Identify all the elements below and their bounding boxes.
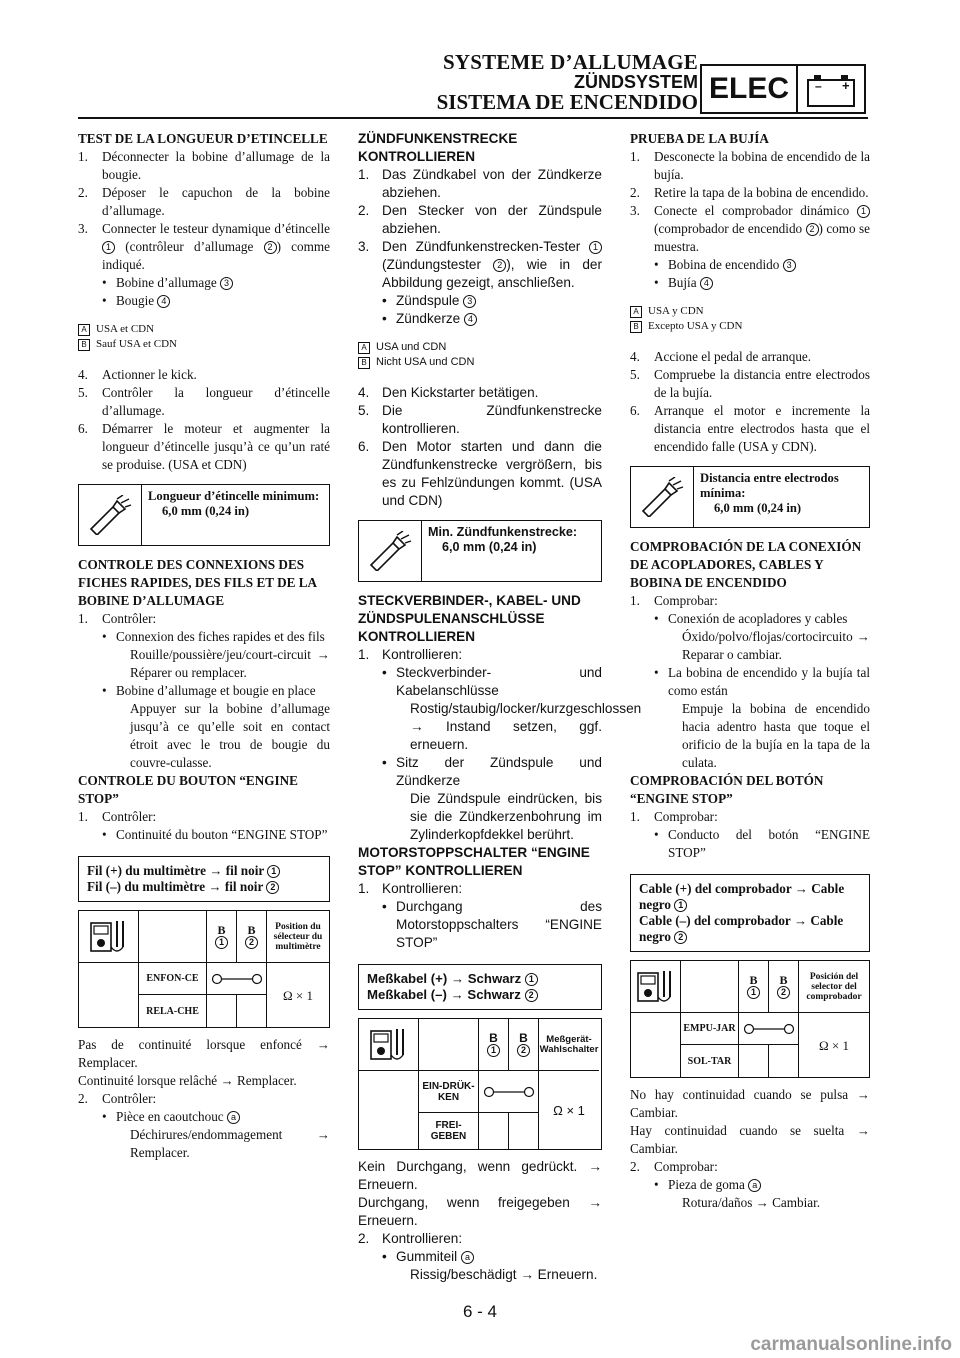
battery-minus: – — [815, 79, 822, 93]
variant-marker: B — [630, 321, 642, 333]
step-text: Accione el pedal de arranque. — [654, 349, 812, 364]
step-item — [358, 1230, 602, 1248]
variant-note-text: USA y CDN — [648, 305, 704, 317]
bullet-text: Connexion des fiches rapides et des fils — [116, 629, 325, 644]
result-text: Kein Durchgang, wenn gedrückt. → Erneuern. — [358, 1159, 602, 1192]
callout-number: 2 — [674, 931, 687, 944]
bullet-item — [78, 628, 330, 646]
callout-number: 3 — [220, 277, 233, 290]
variant-note-text: Sauf USA et CDN — [96, 338, 177, 350]
elec-section-badge — [700, 64, 866, 114]
bullet-item — [630, 256, 870, 274]
bullet-dot: • — [654, 611, 659, 626]
table-header-b1: B 1 — [739, 961, 769, 1013]
heading-spark-test: TEST DE LA LONGUEUR D’ETINCELLE — [78, 131, 328, 146]
bullet-text: Durchgang des Motorstoppschalters “ENGINE STOP” — [396, 899, 602, 950]
step-text: Démarrer le moteur et augmenter la longueur d’étincelle jusqu’à ce qu’un raté se produise. (USA et CDN) — [102, 421, 330, 472]
callout-number: 2 — [493, 259, 506, 272]
table-header-selector: Posición del selector del comprobador — [799, 961, 869, 1013]
step-item — [358, 202, 602, 238]
bullet-detail: Rotura/daños → Cambiar. — [682, 1195, 821, 1210]
bullet-dot: • — [102, 827, 107, 842]
bullet-text: Pieza de goma — [668, 1177, 745, 1192]
step-item — [358, 166, 602, 202]
variant-note — [630, 304, 870, 319]
callout-number: 2 — [806, 223, 819, 236]
step-item — [630, 592, 870, 610]
callout-number: 1 — [674, 899, 687, 912]
step-number: 1. — [630, 149, 640, 164]
callout-number: 2 — [245, 936, 258, 949]
callout-number: 1 — [215, 936, 228, 949]
bullet-text: Bujía — [668, 275, 697, 290]
multimeter-icon — [634, 967, 678, 1007]
step-text: ), wie in der Abbildung gezeigt, anschließen. — [382, 257, 602, 290]
table-ohm-range: Ω × 1 — [553, 1102, 585, 1118]
table-blank — [79, 963, 139, 1027]
step-number: 2. — [358, 203, 370, 218]
step-text: Arranque el motor e incremente la distancia entre electrodos hasta que el encendido falle (USA y CDN). — [654, 403, 870, 454]
multimeter-icon — [367, 1025, 411, 1065]
table-row-pressed: ENFON-CE — [139, 963, 207, 995]
step-number: 2. — [78, 1091, 88, 1106]
table-header-selector: Position du sélecteur du multimètre — [267, 911, 329, 963]
callout-number: 2 — [777, 986, 790, 999]
specification-icon — [639, 477, 685, 517]
heading-spark-test: ZÜNDFUNKENSTRECKE KONTROLLIEREN — [358, 131, 518, 164]
variant-note — [78, 322, 330, 337]
variant-note — [78, 337, 330, 352]
step-text: Das Zündkabel von der Zündkerze abziehen. — [382, 167, 602, 200]
step-text: Retire la tapa de la bobina de encendido. — [654, 185, 869, 200]
result-text: Hay continuidad cuando se suelta → Cambiar. — [630, 1123, 870, 1156]
step-number: 5. — [78, 385, 88, 400]
step-text: Conecte el comprobador dinámico — [654, 203, 850, 218]
variant-note — [630, 319, 870, 334]
table-row-pressed: EMPU-JAR — [681, 1013, 739, 1045]
step-number: 1. — [78, 149, 88, 164]
bullet-text: Continuité du bouton “ENGINE STOP” — [116, 827, 328, 842]
bullet-item — [78, 292, 330, 310]
step-text: ) comme indiqué. — [102, 239, 330, 272]
step-text: Contrôler: — [102, 611, 157, 626]
wire-text: Cable (+) del comprobador → Cable negro — [639, 881, 845, 912]
step-text: Comprobar: — [654, 1159, 718, 1174]
callout-number: 1 — [487, 1044, 500, 1057]
step-text: Den Zündfunkenstrecken-Tester — [382, 239, 581, 254]
step-number: 6. — [630, 403, 640, 418]
step-text: Comprobar: — [654, 809, 718, 824]
battery-icon — [798, 66, 864, 112]
step-text: Den Kickstarter betätigen. — [382, 385, 539, 400]
step-number: 5. — [630, 367, 640, 382]
callout-number: 4 — [464, 313, 477, 326]
callout-number: 1 — [267, 865, 280, 878]
step-item — [630, 148, 870, 184]
watermark: carmanualsonline.info — [750, 1334, 952, 1355]
bullet-item — [358, 754, 602, 790]
step-text: ) como se muestra. — [654, 221, 871, 254]
bullet-text: Zündkerze — [396, 311, 461, 326]
step-text: (Zündungstester — [382, 257, 481, 272]
wire-text: Fil (–) du multimètre → fil noir — [87, 879, 264, 894]
bullet-text: Zündspule — [396, 293, 460, 308]
bullet-dot: • — [654, 257, 659, 272]
result-text: Durchgang, wenn freigegeben → Erneuern. — [358, 1195, 602, 1228]
continuity-table — [358, 1018, 602, 1150]
bullet-detail: Die Zündspule eindrücken, bis sie die Zündkerzenbohrung im Zylinderkopfdekkel berührt. — [410, 791, 602, 842]
table-ohm-range: Ω × 1 — [819, 1037, 849, 1053]
bullet-dot: • — [102, 275, 107, 290]
step-number: 1. — [630, 809, 640, 824]
spec-value: 6,0 mm (0,24 in) — [442, 540, 537, 554]
step-text: Connecter le testeur dynamique d’étincelle — [102, 221, 330, 236]
variant-note-text: Excepto USA y CDN — [648, 320, 743, 332]
bullet-detail: Óxido/polvo/flojas/cortocircuito → Reparar o cambiar. — [682, 629, 870, 662]
step-number: 3. — [78, 221, 88, 236]
bullet-text: Conexión de acopladores y cables — [668, 611, 848, 626]
bullet-detail: Déchirures/endommagement → Remplacer. — [130, 1127, 330, 1160]
table-header-selector: Meßgerät-Wahlschalter — [539, 1019, 599, 1071]
column-spanish — [630, 130, 870, 1212]
step-item — [358, 438, 602, 510]
step-text: Kontrollieren: — [382, 881, 463, 896]
step-text: Comprobar: — [654, 593, 718, 608]
bullet-dot: • — [382, 899, 387, 914]
variant-marker: A — [358, 342, 370, 354]
bullet-detail: Appuyer sur la bobine d’allumage jusqu’à ce qu’elle soit en contact étroit avec le trou de bougie du couvre-culasse. — [130, 701, 330, 770]
callout-number: 1 — [102, 241, 115, 254]
step-item — [78, 808, 330, 826]
spec-box — [358, 520, 602, 582]
step-text: (comprobador de encendido — [654, 221, 803, 236]
table-blank — [631, 1013, 681, 1077]
bullet-dot: • — [654, 1177, 659, 1192]
step-text: Contrôler: — [102, 1091, 157, 1106]
callout-number: 2 — [525, 989, 538, 1002]
callout-number: a — [227, 1111, 240, 1124]
variant-note — [358, 340, 602, 355]
variant-marker: B — [358, 357, 370, 369]
bullet-text: Conducto del botón “ENGINE STOP” — [668, 827, 870, 860]
spec-box — [630, 466, 870, 528]
spec-value: 6,0 mm (0,24 in) — [714, 501, 802, 515]
specification-icon — [87, 495, 133, 535]
step-item — [358, 402, 602, 438]
step-text: Actionner le kick. — [102, 367, 197, 382]
bullet-item — [358, 310, 602, 328]
variant-marker: A — [630, 306, 642, 318]
table-row-released: SOL-TAR — [681, 1045, 739, 1077]
step-number: 1. — [358, 167, 370, 182]
step-item — [358, 646, 602, 664]
title-french: SYSTEME D’ALLUMAGE — [442, 50, 698, 74]
heading-spark-test: PRUEBA DE LA BUJÍA — [630, 131, 769, 146]
table-header-b1: B 1 — [207, 911, 237, 963]
result-text: No hay continuidad cuando se pulsa → Cambiar. — [630, 1087, 870, 1120]
bullet-item — [630, 664, 870, 700]
step-text: Contrôler la longueur d’étincelle d’allumage. — [102, 385, 330, 418]
tester-wire-box — [78, 856, 330, 902]
step-text: Den Stecker von der Zündspule abziehen. — [382, 203, 602, 236]
callout-number: 4 — [700, 277, 713, 290]
bullet-text: Bobina de encendido — [668, 257, 780, 272]
step-number: 1. — [78, 611, 88, 626]
heading-engine-stop: COMPROBACIÓN DEL BOTÓN “ENGINE STOP” — [630, 773, 824, 806]
callout-number: 2 — [266, 881, 279, 894]
bullet-text: Bobine d’allumage — [116, 275, 217, 290]
title-german: ZÜNDSYSTEM — [573, 72, 698, 92]
bullet-text: Bougie — [116, 293, 155, 308]
bullet-dot: • — [102, 293, 107, 308]
heading-connections: STECKVERBINDER-, KABEL- UND ZÜNDSPULENANSCHLÜSSE KONTROLLIEREN — [358, 593, 581, 644]
step-text: Kontrollieren: — [382, 1231, 463, 1246]
variant-note — [358, 355, 602, 370]
step-item — [78, 1090, 330, 1108]
column-german — [358, 130, 642, 1284]
bullet-dot: • — [382, 1249, 387, 1264]
step-item — [630, 402, 870, 456]
step-text: Den Motor starten und dann die Zündfunkenstrecke vergrößern, bis es zu Fehlzündungen kommt. (USA und CDN) — [382, 439, 602, 508]
table-header-b2: B 2 — [769, 961, 799, 1013]
tester-wire-box — [630, 874, 870, 952]
step-item — [630, 366, 870, 402]
heading-connections: COMPROBACIÓN DE LA CONEXIÓN DE ACOPLADORES, CABLES Y BOBINA DE ENCENDIDO — [630, 539, 862, 590]
callout-number: 3 — [463, 295, 476, 308]
step-item — [78, 220, 330, 274]
bullet-text: Bobine d’allumage et bougie en place — [116, 683, 316, 698]
bullet-item — [78, 274, 330, 292]
specification-icon — [367, 531, 413, 571]
step-number: 4. — [630, 349, 640, 364]
step-text: Déposer le capuchon de la bobine d’allumage. — [102, 185, 330, 218]
result-text: Continuité lorsque relâché → Remplacer. — [78, 1073, 297, 1088]
step-item — [630, 808, 870, 826]
variant-marker: B — [78, 339, 90, 351]
spec-value: 6,0 mm (0,24 in) — [162, 504, 250, 518]
bullet-text: Sitz der Zündspule und Zündkerze — [396, 755, 602, 788]
step-item — [78, 420, 330, 474]
callout-number: 1 — [525, 973, 538, 986]
table-row-pressed: EIN-DRÜK-KEN — [419, 1071, 479, 1113]
step-number: 1. — [358, 647, 370, 662]
variant-note-text: USA et CDN — [96, 323, 155, 335]
wire-text: Meßkabel (–) → Schwarz — [367, 987, 521, 1002]
result-text: Pas de continuité lorsque enfoncé → Remplacer. — [78, 1037, 330, 1070]
wire-text: Cable (–) del comprobador → Cable negro — [639, 913, 844, 944]
spec-box — [78, 484, 330, 546]
step-number: 1. — [78, 809, 88, 824]
step-number: 2. — [630, 185, 640, 200]
bullet-item — [630, 1176, 870, 1194]
spec-title: Distancia entre electrodos mínima: — [700, 471, 839, 500]
bullet-dot: • — [382, 311, 387, 326]
spec-title: Longueur d’étincelle minimum: — [148, 489, 320, 503]
table-header-blank — [419, 1019, 479, 1071]
table-row-released: RELA-CHE — [139, 995, 207, 1027]
table-header-b2: B 2 — [237, 911, 267, 963]
callout-number: 3 — [783, 259, 796, 272]
bullet-item — [358, 898, 602, 952]
bullet-dot: • — [654, 665, 659, 680]
bullet-dot: • — [654, 275, 659, 290]
multimeter-icon — [87, 917, 131, 957]
bullet-item — [358, 664, 602, 700]
step-number: 6. — [358, 439, 370, 454]
step-item — [630, 348, 870, 366]
bullet-dot: • — [382, 755, 387, 770]
table-header-blank — [681, 961, 739, 1013]
bullet-item — [78, 1108, 330, 1126]
continuity-table — [78, 910, 330, 1028]
step-number: 5. — [358, 403, 370, 418]
step-text: Die Zündfunkenstrecke kontrollieren. — [382, 403, 602, 436]
continuity-symbol — [741, 1022, 797, 1036]
bullet-item — [630, 826, 870, 862]
step-text: Déconnecter la bobine d’allumage de la bougie. — [102, 149, 330, 182]
table-header-blank — [139, 911, 207, 963]
callout-number: a — [748, 1179, 761, 1192]
table-row-released: FREI-GEBEN — [419, 1113, 479, 1149]
step-text: Desconecte la bobina de encendido de la bujía. — [654, 149, 870, 182]
bullet-text: Gummiteil — [396, 1249, 458, 1264]
callout-number: a — [461, 1251, 474, 1264]
step-item — [78, 148, 330, 184]
variant-note-text: USA und CDN — [376, 341, 447, 353]
step-item — [78, 384, 330, 420]
tester-wire-box — [358, 964, 602, 1010]
step-text: Compruebe la distancia entre electrodos de la bujía. — [654, 367, 870, 400]
bullet-dot: • — [382, 665, 387, 680]
callout-number: 2 — [517, 1044, 530, 1057]
page-number: 6 - 4 — [462, 1302, 498, 1321]
battery-plus: + — [842, 78, 850, 93]
column-french — [78, 130, 330, 1162]
step-item — [78, 184, 330, 220]
bullet-dot: • — [102, 629, 107, 644]
step-item — [78, 610, 330, 628]
elec-label: ELEC — [702, 66, 798, 112]
wire-text: Fil (+) du multimètre → fil noir — [87, 863, 264, 878]
table-header-b2: B 2 — [509, 1019, 539, 1071]
variant-marker: A — [78, 324, 90, 336]
bullet-text: Steckverbinder- und Kabelanschlüsse — [396, 665, 602, 698]
step-item — [630, 184, 870, 202]
bullet-dot: • — [102, 1109, 107, 1124]
step-number: 2. — [78, 185, 88, 200]
continuity-table — [630, 960, 870, 1078]
page-header-titles — [437, 52, 698, 112]
bullet-detail: Rostig/staubig/locker/kurzgeschlossen → Instand setzen, ggf. erneuern. — [410, 701, 642, 752]
step-item — [358, 880, 602, 898]
variant-note-text: Nicht USA und CDN — [376, 356, 475, 368]
step-number: 1. — [358, 881, 370, 896]
bullet-item — [358, 1248, 602, 1266]
bullet-dot: • — [382, 293, 387, 308]
callout-number: 4 — [157, 295, 170, 308]
step-number: 3. — [630, 203, 640, 218]
step-item — [358, 384, 602, 402]
table-ohm-range: Ω × 1 — [283, 987, 313, 1003]
bullet-detail: Rouille/poussière/jeu/court-circuit → Réparer ou remplacer. — [130, 647, 330, 680]
step-number: 3. — [358, 239, 370, 254]
continuity-symbol — [481, 1085, 537, 1099]
step-text: Contrôler: — [102, 809, 157, 824]
table-header-b1: B 1 — [479, 1019, 509, 1071]
bullet-item — [78, 682, 330, 700]
callout-number: 1 — [857, 205, 870, 218]
bullet-dot: • — [102, 683, 107, 698]
step-item — [630, 202, 870, 256]
step-item — [358, 238, 602, 292]
callout-number: 1 — [747, 986, 760, 999]
bullet-text: La bobina de encendido y la bujía tal como están — [668, 665, 870, 698]
bullet-detail: Empuje la bobina de encendido hacia adentro hasta que toque el orificio de la bujía en la tapa de la culata. — [682, 701, 870, 770]
callout-number: 1 — [589, 241, 602, 254]
spec-title: Min. Zündfunkenstrecke: — [428, 525, 578, 539]
wire-text: Meßkabel (+) → Schwarz — [367, 971, 522, 986]
step-item — [630, 1158, 870, 1176]
step-number: 6. — [78, 421, 88, 436]
step-number: 4. — [78, 367, 88, 382]
step-item — [78, 366, 330, 384]
continuity-symbol — [209, 972, 265, 986]
step-number: 4. — [358, 385, 370, 400]
bullet-item — [630, 274, 870, 292]
bullet-item — [358, 292, 602, 310]
header-rule — [78, 117, 868, 119]
step-text: (contrôleur d’allumage — [125, 239, 254, 254]
callout-number: 2 — [264, 241, 277, 254]
bullet-text: Pièce en caoutchouc — [116, 1109, 224, 1124]
bullet-item — [78, 826, 330, 844]
bullet-detail: Rissig/beschädigt → Erneuern. — [410, 1267, 598, 1282]
heading-connections: CONTROLE DES CONNEXIONS DES FICHES RAPIDES, DES FILS ET DE LA BOBINE D’ALLUMAGE — [78, 557, 317, 608]
title-spanish: SISTEMA DE ENCENDIDO — [436, 90, 698, 114]
step-number: 1. — [630, 593, 640, 608]
table-blank — [359, 1071, 419, 1149]
step-text: Kontrollieren: — [382, 647, 463, 662]
step-number: 2. — [630, 1159, 640, 1174]
bullet-item — [630, 610, 870, 628]
bullet-dot: • — [654, 827, 659, 842]
heading-engine-stop: CONTROLE DU BOUTON “ENGINE STOP” — [78, 773, 298, 806]
step-number: 2. — [358, 1231, 370, 1246]
heading-engine-stop: MOTORSTOPPSCHALTER “ENGINE STOP” KONTROLLIEREN — [358, 845, 590, 878]
